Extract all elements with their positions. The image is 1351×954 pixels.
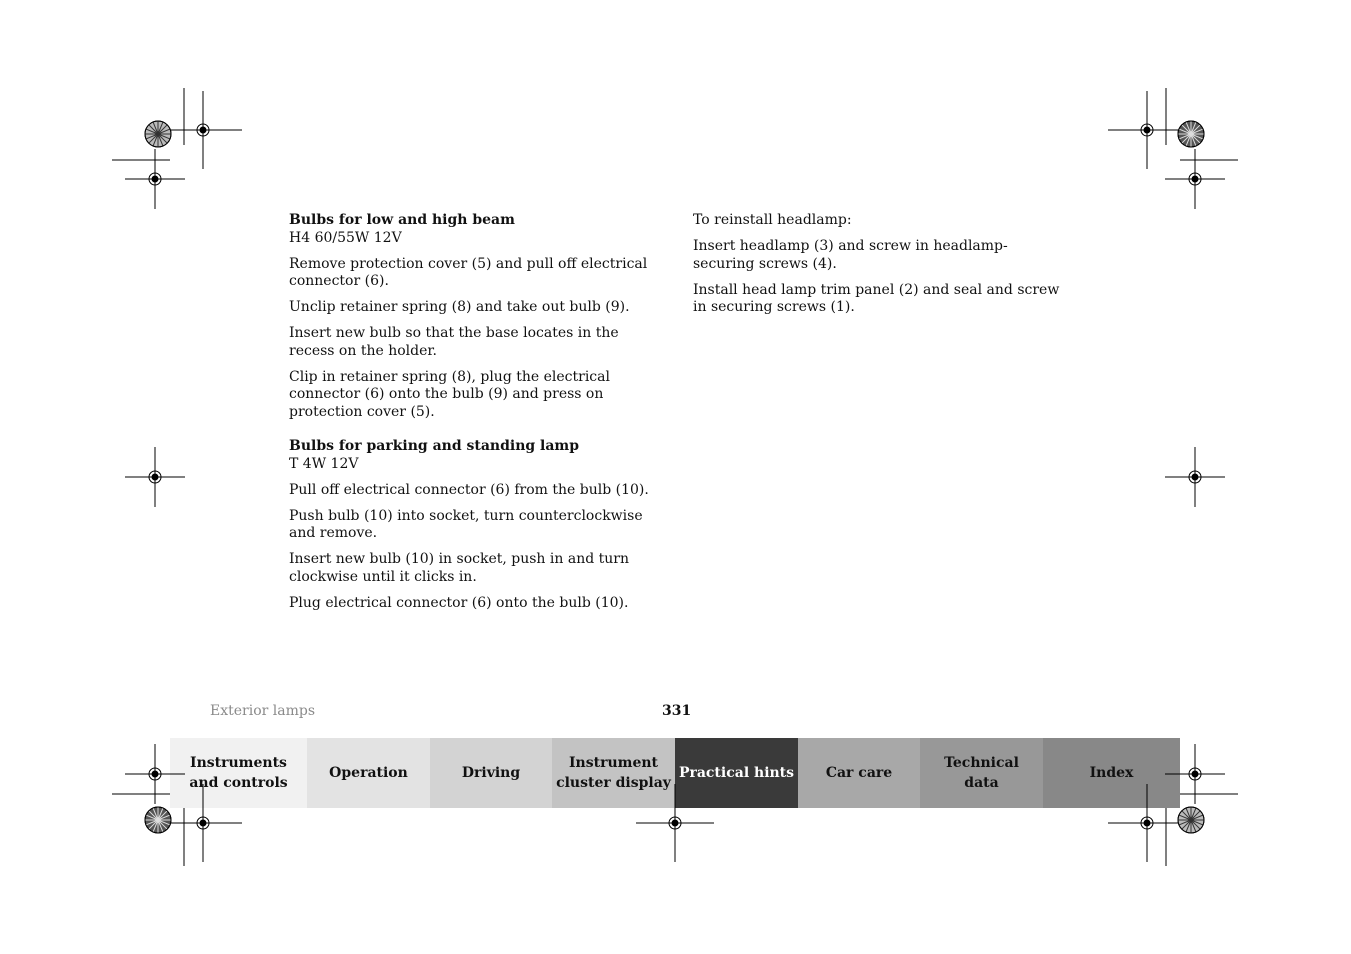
instruction-paragraph: Clip in retainer spring (8), plug the electrical connector (6) onto the bulb (9) and press on protection cover (5).	[289, 368, 610, 420]
color-register-wheel-icon	[1178, 121, 1204, 147]
crosshair-mark-icon	[125, 447, 185, 507]
page-number: 331	[662, 703, 692, 719]
crosshair-mark-icon	[125, 149, 185, 209]
nav-tab-car-care[interactable]: Car care	[798, 738, 920, 808]
instruction-paragraph: Unclip retainer spring (8) and take out bulb (9).	[289, 299, 630, 315]
nav-tab-instrument-cluster-display[interactable]: Instrument cluster display	[552, 738, 675, 808]
crosshair-mark-icon	[636, 784, 714, 862]
color-register-wheel-icon	[145, 807, 171, 833]
nav-tab-technical-data[interactable]: Technical data	[920, 738, 1043, 808]
crosshair-mark-icon	[1165, 447, 1225, 507]
instruction-paragraph: Insert headlamp (3) and screw in headlamp-securing screws (4).	[693, 238, 1008, 272]
color-register-wheel-icon	[1178, 807, 1204, 833]
bulb-spec-low-high-beam: H4 60/55W 12V	[289, 229, 402, 246]
footer-section-title: Exterior lamps	[210, 703, 316, 719]
crosshair-mark-icon	[164, 91, 242, 169]
nav-tab-driving[interactable]: Driving	[430, 738, 552, 808]
nav-tab-operation[interactable]: Operation	[307, 738, 430, 808]
bulb-spec-parking-lamp: T 4W 12V	[289, 455, 359, 472]
nav-tab-practical-hints[interactable]: Practical hints	[675, 738, 798, 808]
instruction-paragraph: Install head lamp trim panel (2) and seal and screw in securing screws (1).	[693, 281, 1060, 315]
crosshair-mark-icon	[1108, 91, 1186, 169]
instruction-paragraph: Pull off electrical connector (6) from the bulb (10).	[289, 481, 649, 498]
crosshair-mark-icon	[164, 784, 242, 862]
instruction-paragraph: Insert new bulb so that the base locates in the recess on the holder.	[289, 325, 619, 359]
crosshair-mark-icon	[1165, 149, 1225, 209]
section-heading-parking-standing-lamp: Bulbs for parking and standing lamp	[289, 438, 580, 454]
instruction-paragraph: To reinstall headlamp:	[693, 212, 852, 228]
crosshair-mark-icon	[125, 744, 185, 804]
crosshair-mark-icon	[1108, 784, 1186, 862]
section-heading-low-high-beam: Bulbs for low and high beam	[289, 212, 515, 228]
instruction-paragraph: Push bulb (10) into socket, turn counterclockwise and remove.	[289, 507, 643, 541]
instruction-paragraph: Remove protection cover (5) and pull off electrical connector (6).	[289, 255, 648, 289]
instruction-paragraph: Insert new bulb (10) in socket, push in and turn clockwise until it clicks in.	[289, 551, 629, 585]
nav-tab-index[interactable]: Index	[1043, 738, 1180, 808]
instruction-paragraph: Plug electrical connector (6) onto the bulb (10).	[289, 594, 629, 611]
crosshair-mark-icon	[1165, 744, 1225, 804]
color-register-wheel-icon	[145, 121, 171, 147]
nav-tab-instruments-and-controls[interactable]: Instruments and controls	[170, 738, 307, 808]
